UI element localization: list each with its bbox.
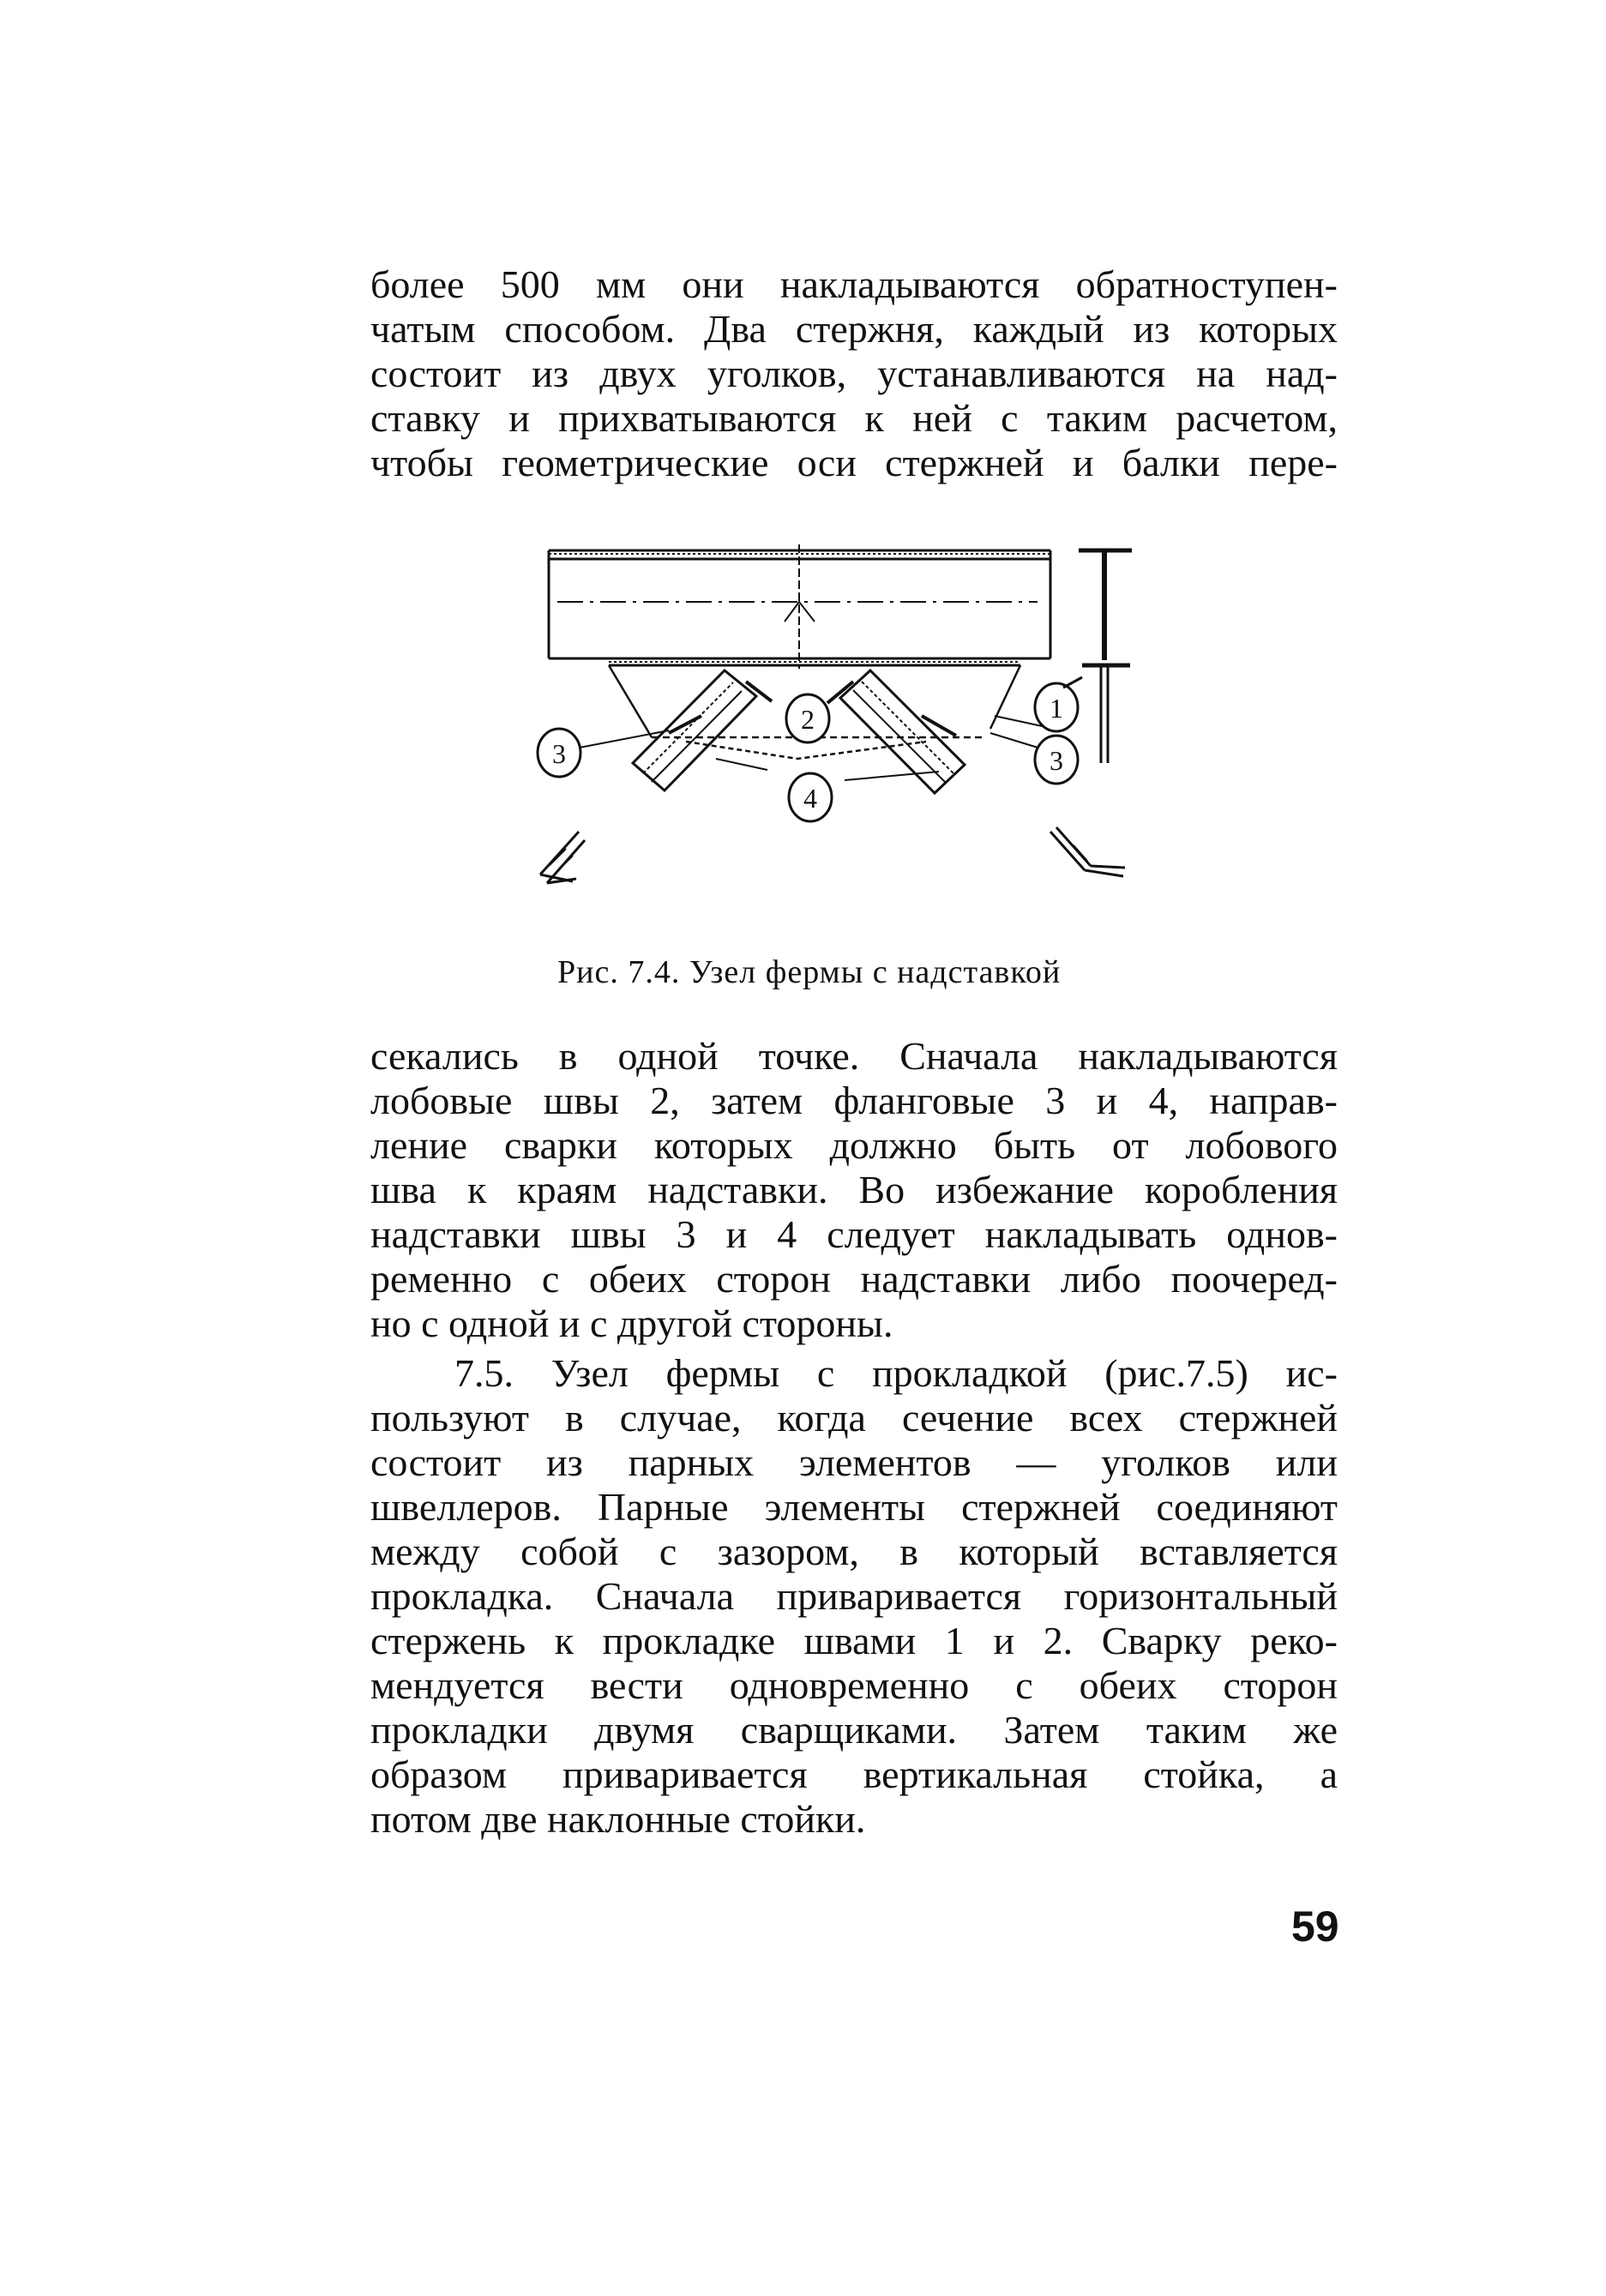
paragraph-top (370, 262, 1338, 485)
paragraph-bottom-1 (370, 1034, 1338, 1346)
text-line: прокладки двумя сварщиками. Затем таким же (370, 1708, 1338, 1752)
truss-node-figure (532, 540, 1132, 909)
text-line: ление сварки которых должно быть от лобового (370, 1123, 1338, 1167)
right-angle-section (1050, 827, 1125, 876)
text-line: чтобы геометрические оси стержней и балки пере- (370, 441, 1338, 484)
label-2: 2 (801, 704, 815, 735)
text-line: надставки швы 3 и 4 следует накладывать однов- (370, 1212, 1338, 1256)
text-line: шва к краям надставки. Во избежание коробления (370, 1168, 1338, 1211)
text-line: мендуется вести одновременно с обеих сторон (370, 1663, 1338, 1707)
text-line: между собой с зазором, в который вставляется (370, 1530, 1338, 1573)
label-1: 1 (1050, 693, 1063, 724)
text-line: прокладка. Сначала приваривается горизонтальный (370, 1574, 1338, 1618)
figure-caption: Рис. 7.4. Узел фермы с надставкой (557, 954, 1062, 990)
text-line: секались в одной точке. Сначала накладываются (370, 1034, 1338, 1078)
text-line: лобовые швы 2, затем фланговые 3 и 4, направ- (370, 1079, 1338, 1122)
left-angle-bar (633, 670, 772, 790)
text-line: состоит из двух уголков, устанавливаются на над- (370, 352, 1338, 395)
text-line: пользуют в случае, когда сечение всех стержней (370, 1396, 1338, 1440)
label-4: 4 (803, 783, 817, 814)
text-line: состоит из парных элементов — уголков или (370, 1440, 1338, 1484)
label-text (552, 693, 1063, 814)
text-line: более 500 мм они накладываются обратноступен- (370, 262, 1338, 306)
beam (549, 544, 1050, 669)
text-line: швеллеров. Парные элементы стержней соединяют (370, 1485, 1338, 1529)
text-line: 7.5. Узел фермы с прокладкой (рис.7.5) ис- (454, 1351, 1338, 1395)
text-line: ременно с обеих сторон надставки либо поочеред- (370, 1257, 1338, 1301)
beam-cross-section (1063, 550, 1132, 763)
truss-node-drawing (532, 540, 1132, 909)
text-line: но с одной и с другой стороны. (370, 1301, 893, 1345)
label-3-left: 3 (552, 738, 566, 769)
label-3-right: 3 (1050, 745, 1063, 776)
text-line: ставку и прихватываются к ней с таким расчетом, (370, 396, 1338, 440)
text-line: стержень к прокладке швами 1 и 2. Сварку реко- (370, 1619, 1338, 1662)
text-line: потом две наклонные стойки. (370, 1797, 866, 1841)
text-line: чатым способом. Два стержня, каждый из которых (370, 307, 1338, 351)
page-number: 59 (1291, 1902, 1339, 1950)
left-angle-section (540, 832, 585, 883)
text-line: образом приваривается вертикальная стойка, а (370, 1752, 1338, 1796)
paragraph-bottom-2 (370, 1351, 1338, 1842)
